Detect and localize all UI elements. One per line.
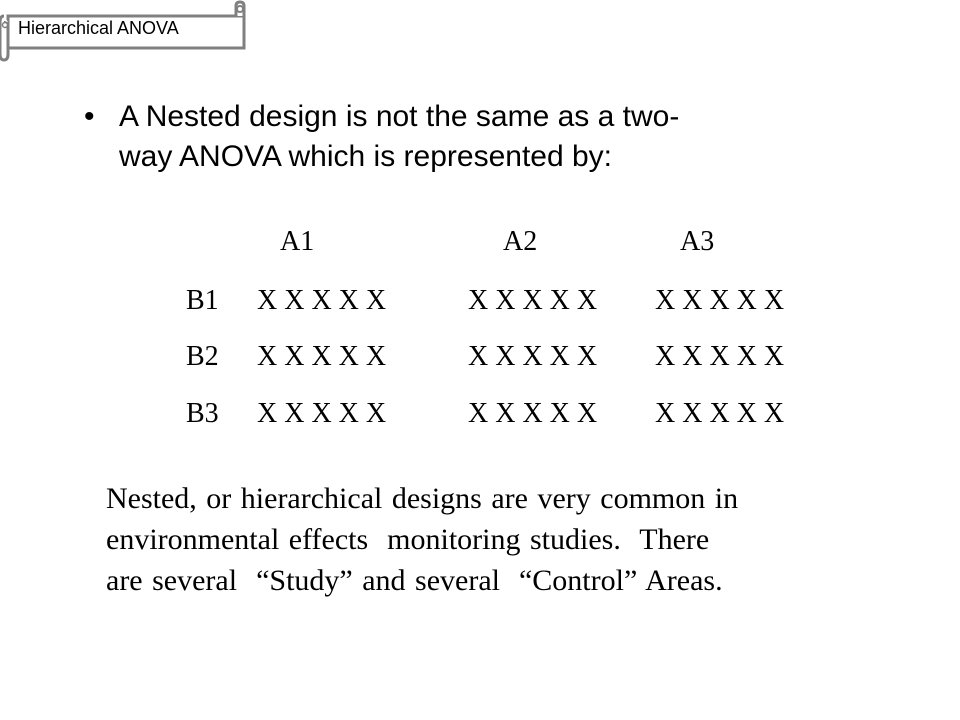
table-cell: X X X X X [257, 398, 387, 429]
paragraph-line-2: environmental effects monitoring studies. There [106, 523, 710, 556]
column-header: A3 [680, 226, 715, 257]
row-header: B2 [186, 341, 219, 372]
table-cell: X X X X X [257, 285, 387, 316]
paragraph-line-3: are several “Study” and several “Control” Areas. [106, 564, 723, 597]
bullet-icon: • [84, 100, 95, 133]
heading-line-2: way ANOVA which is represented by: [119, 140, 613, 173]
table-cell: X X X X X [468, 398, 598, 429]
row-header: B1 [186, 285, 219, 316]
row-header: B3 [186, 398, 219, 429]
table-cell: X X X X X [257, 341, 387, 372]
table-cell: X X X X X [655, 285, 785, 316]
column-header: A1 [280, 226, 315, 257]
body-paragraph [106, 478, 886, 601]
column-header: A2 [503, 226, 538, 257]
title-banner [0, 0, 250, 64]
table-cell: X X X X X [655, 398, 785, 429]
table-cell: X X X X X [655, 341, 785, 372]
heading-text [119, 97, 839, 177]
paragraph-line-1: Nested, or hierarchical designs are very common in [106, 482, 739, 515]
table-cell: X X X X X [468, 285, 598, 316]
table-cell: X X X X X [468, 341, 598, 372]
banner-title: Hierarchical ANOVA [18, 18, 179, 38]
heading-line-1: A Nested design is not the same as a two- [119, 100, 680, 133]
